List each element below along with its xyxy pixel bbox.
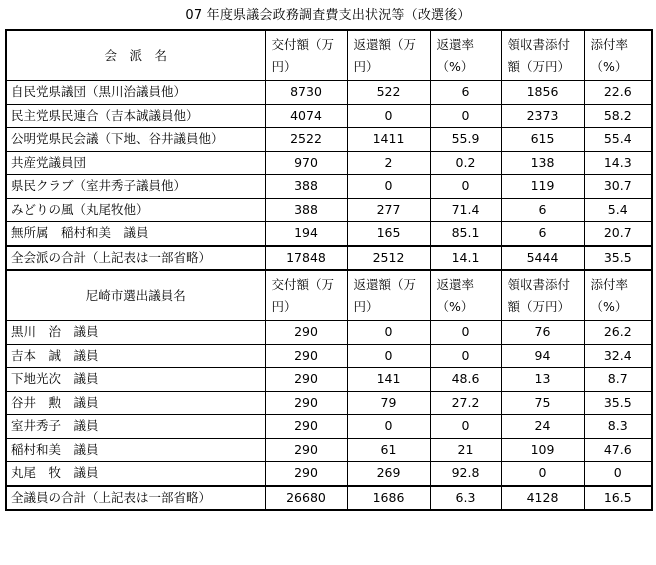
table-cell: 290 bbox=[265, 368, 347, 392]
table-cell: 4074 bbox=[265, 104, 347, 128]
column-header: 返還率（%） bbox=[430, 270, 501, 321]
table-cell: 290 bbox=[265, 321, 347, 345]
name-column-header: 尼崎市選出議員名 bbox=[6, 270, 265, 321]
table-cell: 2 bbox=[347, 151, 430, 175]
row-label: 自民党県議団（黒川治議員他） bbox=[6, 81, 265, 105]
table-cell: 970 bbox=[265, 151, 347, 175]
table-cell: 35.5 bbox=[584, 391, 652, 415]
table-cell: 388 bbox=[265, 175, 347, 199]
table-cell: 0 bbox=[347, 104, 430, 128]
row-label: 民主党県民連合（吉本誠議員他） bbox=[6, 104, 265, 128]
table-cell: 138 bbox=[501, 151, 584, 175]
table-cell: 290 bbox=[265, 462, 347, 486]
table-row bbox=[6, 81, 652, 105]
table-cell: 290 bbox=[265, 391, 347, 415]
table-cell: 522 bbox=[347, 81, 430, 105]
table-cell: 0 bbox=[347, 321, 430, 345]
table-cell: 6 bbox=[430, 81, 501, 105]
column-header: 返還額（万円） bbox=[347, 270, 430, 321]
column-header: 領収書添付額（万円） bbox=[501, 30, 584, 81]
table-row bbox=[6, 415, 652, 439]
table-cell: 58.2 bbox=[584, 104, 652, 128]
column-header: 返還額（万円） bbox=[347, 30, 430, 81]
table-cell: 1686 bbox=[347, 486, 430, 511]
row-label: 全会派の合計（上記表は一部省略） bbox=[6, 246, 265, 271]
table-cell: 27.2 bbox=[430, 391, 501, 415]
table-cell: 6 bbox=[501, 222, 584, 246]
table-cell: 269 bbox=[347, 462, 430, 486]
table-cell: 35.5 bbox=[584, 246, 652, 271]
table-cell: 109 bbox=[501, 438, 584, 462]
table-cell: 2522 bbox=[265, 128, 347, 152]
table-cell: 2512 bbox=[347, 246, 430, 271]
table-cell: 277 bbox=[347, 198, 430, 222]
table-row bbox=[6, 151, 652, 175]
table-cell: 75 bbox=[501, 391, 584, 415]
table-row bbox=[6, 391, 652, 415]
name-column-header: 会 派 名 bbox=[6, 30, 265, 81]
table-cell: 1856 bbox=[501, 81, 584, 105]
expense-table bbox=[5, 29, 653, 511]
table-cell: 16.5 bbox=[584, 486, 652, 511]
table-row bbox=[6, 438, 652, 462]
column-header: 返還率（%） bbox=[430, 30, 501, 81]
table-cell: 119 bbox=[501, 175, 584, 199]
table-cell: 1411 bbox=[347, 128, 430, 152]
row-label: 公明党県民会議（下地、谷井議員他） bbox=[6, 128, 265, 152]
row-label: 吉本 誠 議員 bbox=[6, 344, 265, 368]
table-cell: 290 bbox=[265, 438, 347, 462]
table-cell: 0.2 bbox=[430, 151, 501, 175]
table-cell: 14.3 bbox=[584, 151, 652, 175]
table-cell: 0 bbox=[430, 175, 501, 199]
row-label: 稲村和美 議員 bbox=[6, 438, 265, 462]
total-row bbox=[6, 486, 652, 511]
table-cell: 0 bbox=[501, 462, 584, 486]
table-cell: 79 bbox=[347, 391, 430, 415]
row-label: 全議員の合計（上記表は一部省略） bbox=[6, 486, 265, 511]
table-cell: 71.4 bbox=[430, 198, 501, 222]
table-cell: 26680 bbox=[265, 486, 347, 511]
table-cell: 4128 bbox=[501, 486, 584, 511]
table-cell: 32.4 bbox=[584, 344, 652, 368]
table-cell: 290 bbox=[265, 415, 347, 439]
table-cell: 8.7 bbox=[584, 368, 652, 392]
table-cell: 94 bbox=[501, 344, 584, 368]
table-cell: 13 bbox=[501, 368, 584, 392]
table-cell: 388 bbox=[265, 198, 347, 222]
header-row bbox=[6, 270, 652, 321]
table-cell: 0 bbox=[430, 321, 501, 345]
table-cell: 5.4 bbox=[584, 198, 652, 222]
row-label: 丸尾 牧 議員 bbox=[6, 462, 265, 486]
table-cell: 194 bbox=[265, 222, 347, 246]
table-cell: 55.9 bbox=[430, 128, 501, 152]
header-row bbox=[6, 30, 652, 81]
table-cell: 24 bbox=[501, 415, 584, 439]
row-label: みどりの風（丸尾牧他） bbox=[6, 198, 265, 222]
table-cell: 5444 bbox=[501, 246, 584, 271]
table-row bbox=[6, 222, 652, 246]
table-cell: 290 bbox=[265, 344, 347, 368]
table-row bbox=[6, 462, 652, 486]
row-label: 共産党議員団 bbox=[6, 151, 265, 175]
table-cell: 0 bbox=[347, 415, 430, 439]
table-cell: 141 bbox=[347, 368, 430, 392]
row-label: 無所属 稲村和美 議員 bbox=[6, 222, 265, 246]
row-label: 室井秀子 議員 bbox=[6, 415, 265, 439]
table-row bbox=[6, 104, 652, 128]
column-header: 交付額（万円） bbox=[265, 30, 347, 81]
table-cell: 47.6 bbox=[584, 438, 652, 462]
table-cell: 21 bbox=[430, 438, 501, 462]
table-cell: 55.4 bbox=[584, 128, 652, 152]
row-label: 黒川 治 議員 bbox=[6, 321, 265, 345]
table-cell: 61 bbox=[347, 438, 430, 462]
table-cell: 8.3 bbox=[584, 415, 652, 439]
table-cell: 0 bbox=[347, 175, 430, 199]
row-label: 谷井 勲 議員 bbox=[6, 391, 265, 415]
table-cell: 0 bbox=[584, 462, 652, 486]
table-row bbox=[6, 344, 652, 368]
column-header: 添付率（%） bbox=[584, 270, 652, 321]
table-row bbox=[6, 198, 652, 222]
column-header: 交付額（万円） bbox=[265, 270, 347, 321]
table-cell: 0 bbox=[347, 344, 430, 368]
table-cell: 22.6 bbox=[584, 81, 652, 105]
table-cell: 0 bbox=[430, 415, 501, 439]
total-row bbox=[6, 246, 652, 271]
column-header: 添付率（%） bbox=[584, 30, 652, 81]
table-cell: 30.7 bbox=[584, 175, 652, 199]
row-label: 下地光次 議員 bbox=[6, 368, 265, 392]
table-cell: 8730 bbox=[265, 81, 347, 105]
table-cell: 6.3 bbox=[430, 486, 501, 511]
table-cell: 20.7 bbox=[584, 222, 652, 246]
table-cell: 26.2 bbox=[584, 321, 652, 345]
table-cell: 0 bbox=[430, 344, 501, 368]
table-cell: 17848 bbox=[265, 246, 347, 271]
table-row bbox=[6, 368, 652, 392]
table-row bbox=[6, 321, 652, 345]
table-cell: 76 bbox=[501, 321, 584, 345]
table-cell: 14.1 bbox=[430, 246, 501, 271]
table-row bbox=[6, 175, 652, 199]
table-cell: 615 bbox=[501, 128, 584, 152]
row-label: 県民クラブ（室井秀子議員他） bbox=[6, 175, 265, 199]
page-title: 07 年度県議会政務調査費支出状況等（改選後） bbox=[185, 8, 471, 23]
table-cell: 92.8 bbox=[430, 462, 501, 486]
table-row bbox=[6, 128, 652, 152]
table-cell: 85.1 bbox=[430, 222, 501, 246]
table-cell: 6 bbox=[501, 198, 584, 222]
table-cell: 165 bbox=[347, 222, 430, 246]
table-cell: 48.6 bbox=[430, 368, 501, 392]
table-cell: 2373 bbox=[501, 104, 584, 128]
column-header: 領収書添付額（万円） bbox=[501, 270, 584, 321]
table-cell: 0 bbox=[430, 104, 501, 128]
